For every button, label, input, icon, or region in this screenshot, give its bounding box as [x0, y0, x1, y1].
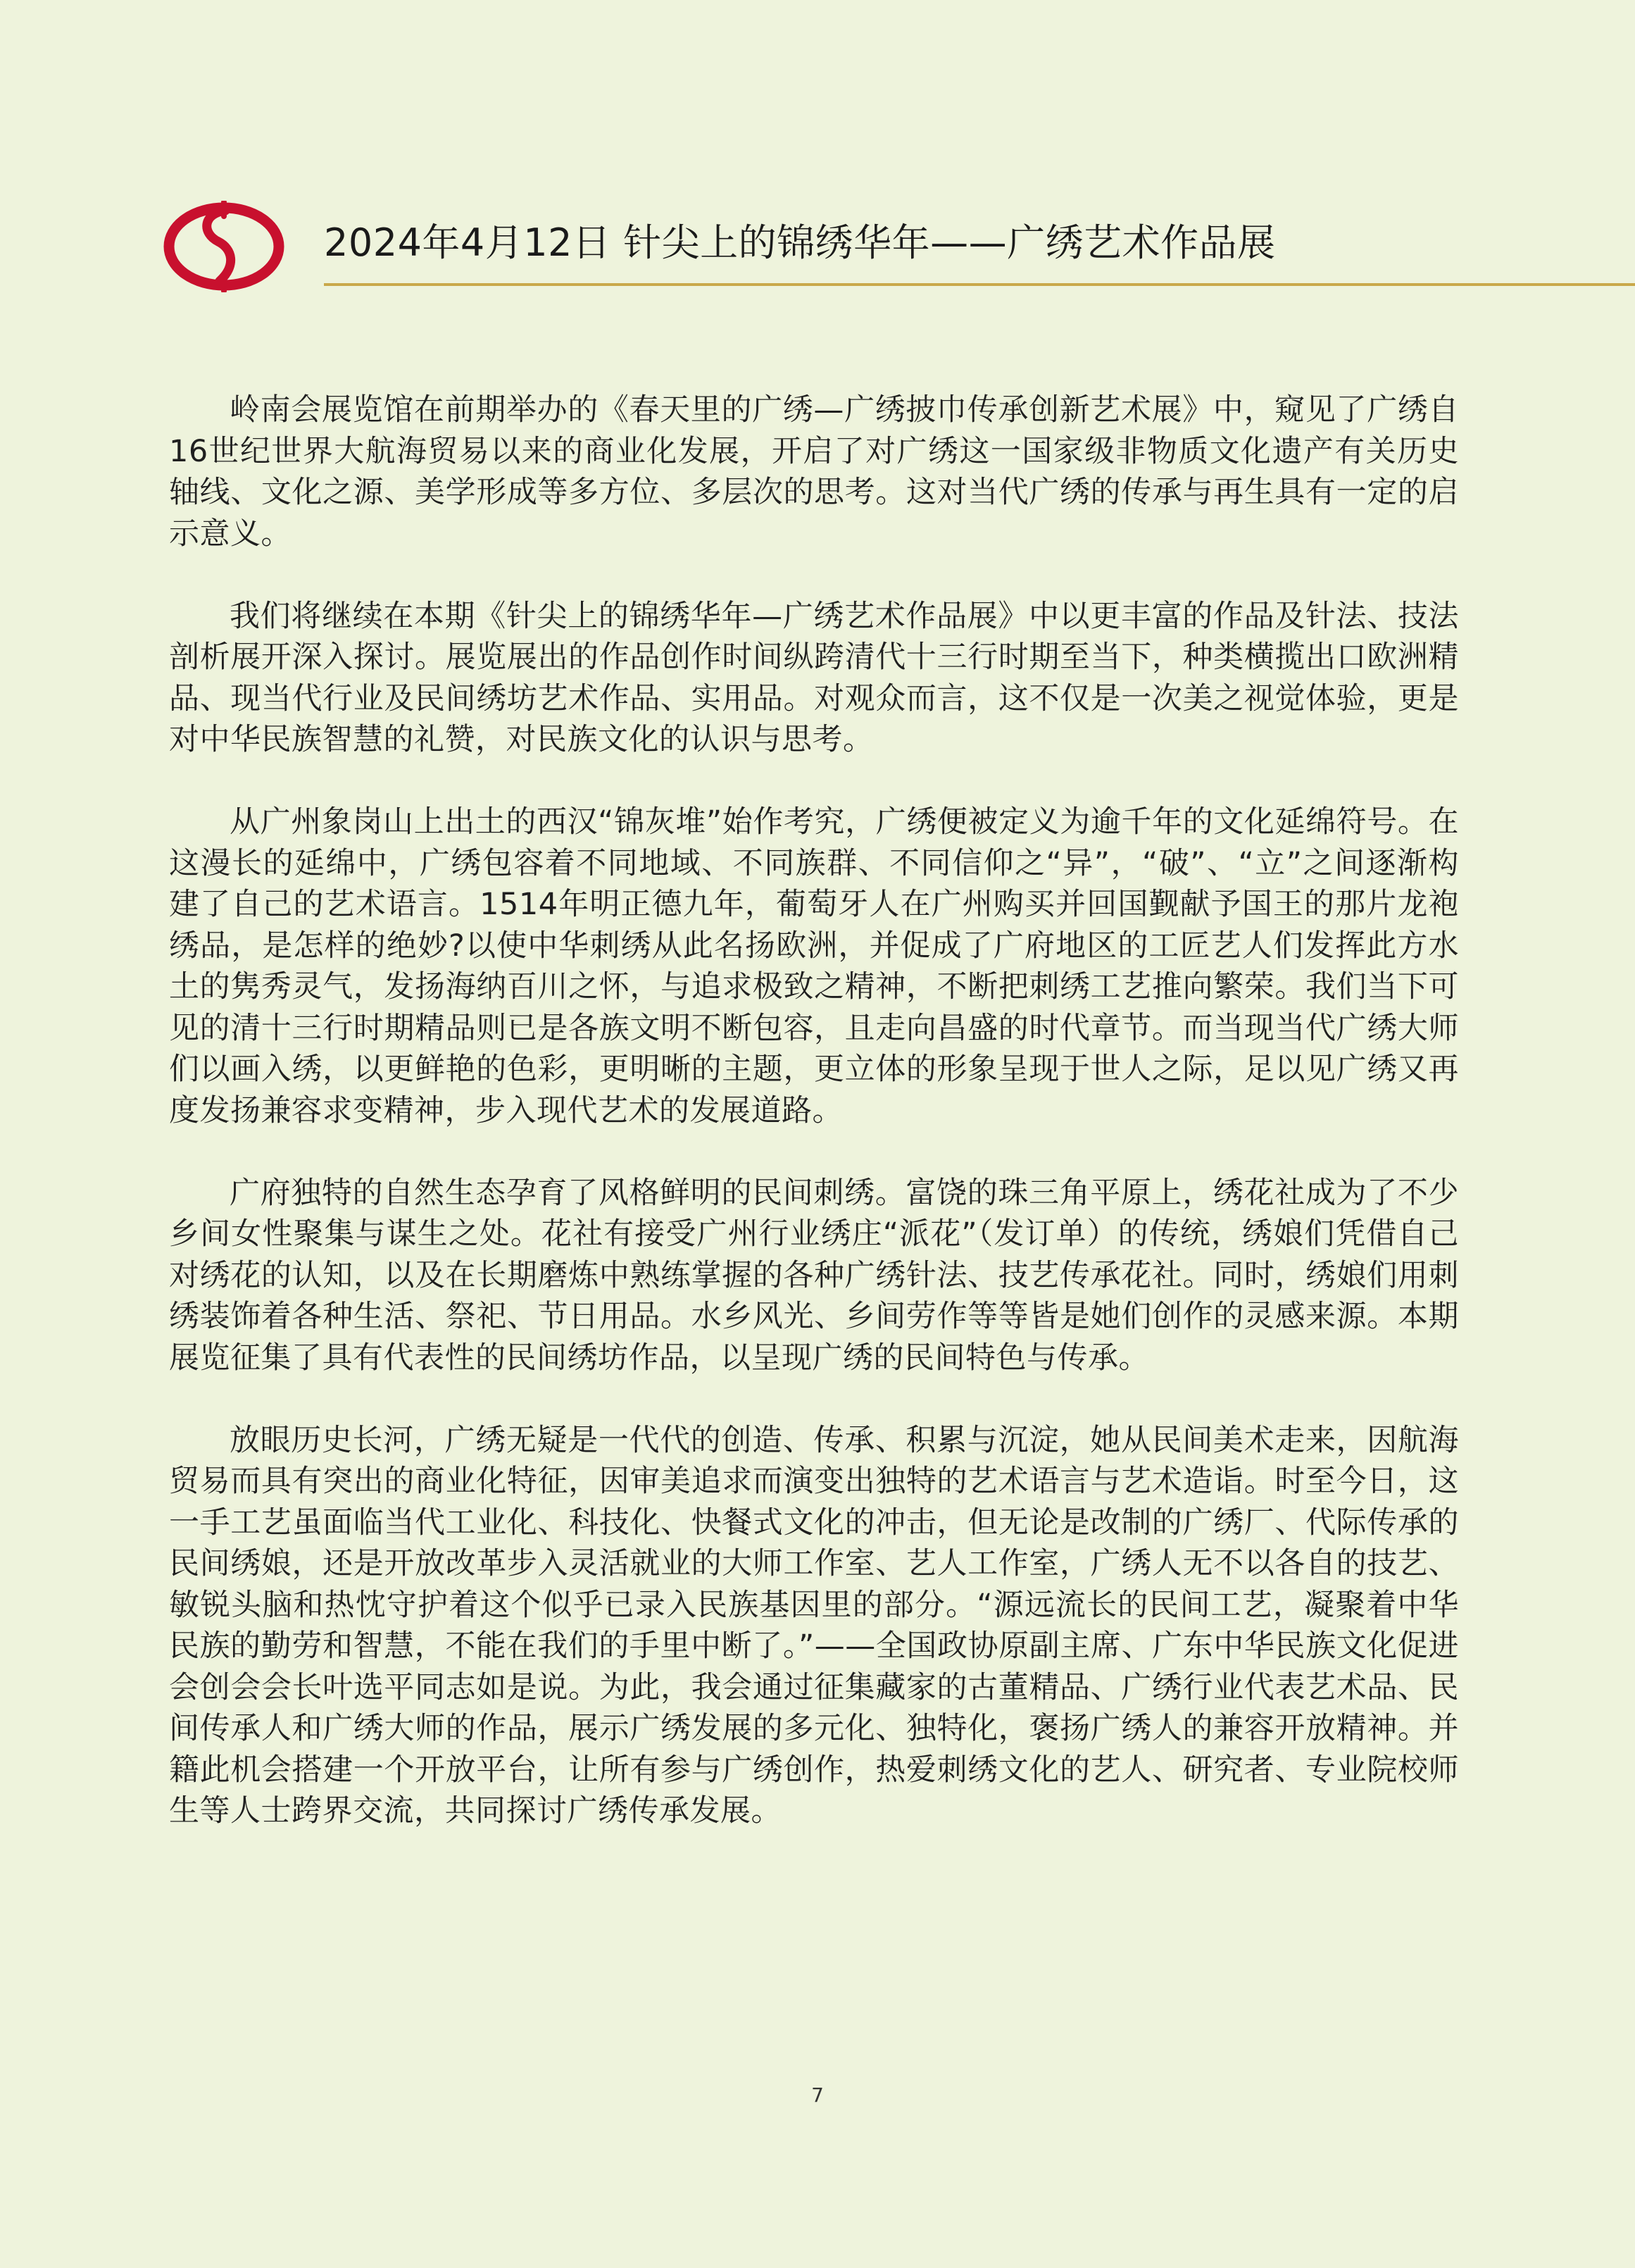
- page-number: 7: [811, 2083, 824, 2107]
- paragraph: 放眼历史长河，广绣无疑是一代代的创造、传承、积累与沉淀，她从民间美术走来，因航海贸易而具有突出的商业化特征，因审美追求而演变出独特的艺术语言与艺术造诣。时至今日，这一手工艺虽面临当代工业化、科技化、快餐式文化的冲击，但无论是改制的广绣厂、代际传承的民间绣娘，还是开放改革步入灵活就业的大师工作室、艺人工作室，广绣人无不以各自的技艺、敏锐头脑和热忱守护着这个似乎已录入民族基因里的部分。“源远流长的民间工艺，凝聚着中华民族的勤劳和智慧，不能在我们的手里中断了。”——全国政协原副主席、广东中华民族文化促进会创会会长叶选平同志如是说。为此，我会通过征集藏家的古董精品、广绣行业代表艺术品、民间传承人和广绣大师的作品，展示广绣发展的多元化、独特化，褒扬广绣人的兼容开放精神。并籍此机会搭建一个开放平台，让所有参与广绣创作，热爱刺绣文化的艺人、研究者、专业院校师生等人士跨界交流，共同探讨广绣传承发展。: [169, 1422, 1459, 1828]
- page-title: 2024年4月12日 针尖上的锦绣华年——广绣艺术作品展: [324, 220, 1276, 265]
- society-emblem-icon: [163, 201, 284, 292]
- paragraph: 从广州象岗山上出土的西汉“锦灰堆”始作考究，广绣便被定义为逾千年的文化延绵符号。在这漫长的延绵中，广绣包容着不同地域、不同族群、不同信仰之“异”，“破”、“立”之间逐渐构建了自己的艺术语言。1514年明正德九年，葡萄牙人在广州购买并回国觐献予国王的那片龙袍绣品，是怎样的绝妙?以使中华刺绣从此名扬欧洲，并促成了广府地区的工匠艺人们发挥此方水土的隽秀灵气，发扬海纳百川之怀，与追求极致之精神，不断把刺绣工艺推向繁荣。我们当下可见的清十三行时期精品则已是各族文明不断包容，且走向昌盛的时代章节。而当现当代广绣大师们以画入绣，以更鲜艳的色彩，更明晰的主题，更立体的形象呈现于世人之际，足以见广绣又再度发扬兼容求变精神，步入现代艺术的发展道路。: [169, 804, 1459, 1128]
- article-body: [169, 390, 1459, 1873]
- paragraph: 广府独特的自然生态孕育了风格鲜明的民间刺绣。富饶的珠三角平原上，绣花社成为了不少乡间女性聚集与谋生之处。花社有接受广州行业绣庄“派花”（发订单）的传统，绣娘们凭借自己对绣花的认知，以及在长期磨炼中熟练掌握的各种广绣针法、技艺传承花社。同时，绣娘们用刺绣装饰着各种生活、祭祀、节日用品。水乡风光、乡间劳作等等皆是她们创作的灵感来源。本期展览征集了具有代表性的民间绣坊作品，以呈现广绣的民间特色与传承。: [169, 1175, 1459, 1376]
- paragraph: 我们将继续在本期《针尖上的锦绣华年—广绣艺术作品展》中以更丰富的作品及针法、技法剖析展开深入探讨。展览展出的作品创作时间纵跨清代十三行时期至当下，种类横揽出口欧洲精品、现当代行业及民间绣坊艺术作品、实用品。对观众而言，这不仅是一次美之视觉体验，更是对中华民族智慧的礼赞，对民族文化的认识与思考。: [169, 598, 1459, 757]
- header-divider: [324, 283, 1635, 286]
- paragraph: 岭南会展览馆在前期举办的《春天里的广绣—广绣披巾传承创新艺术展》中，窥见了广绣自16世纪世界大航海贸易以来的商业化发展，开启了对广绣这一国家级非物质文化遗产有关历史轴线、文化之源、美学形成等多方位、多层次的思考。这对当代广绣的传承与再生具有一定的启示意义。: [169, 392, 1459, 552]
